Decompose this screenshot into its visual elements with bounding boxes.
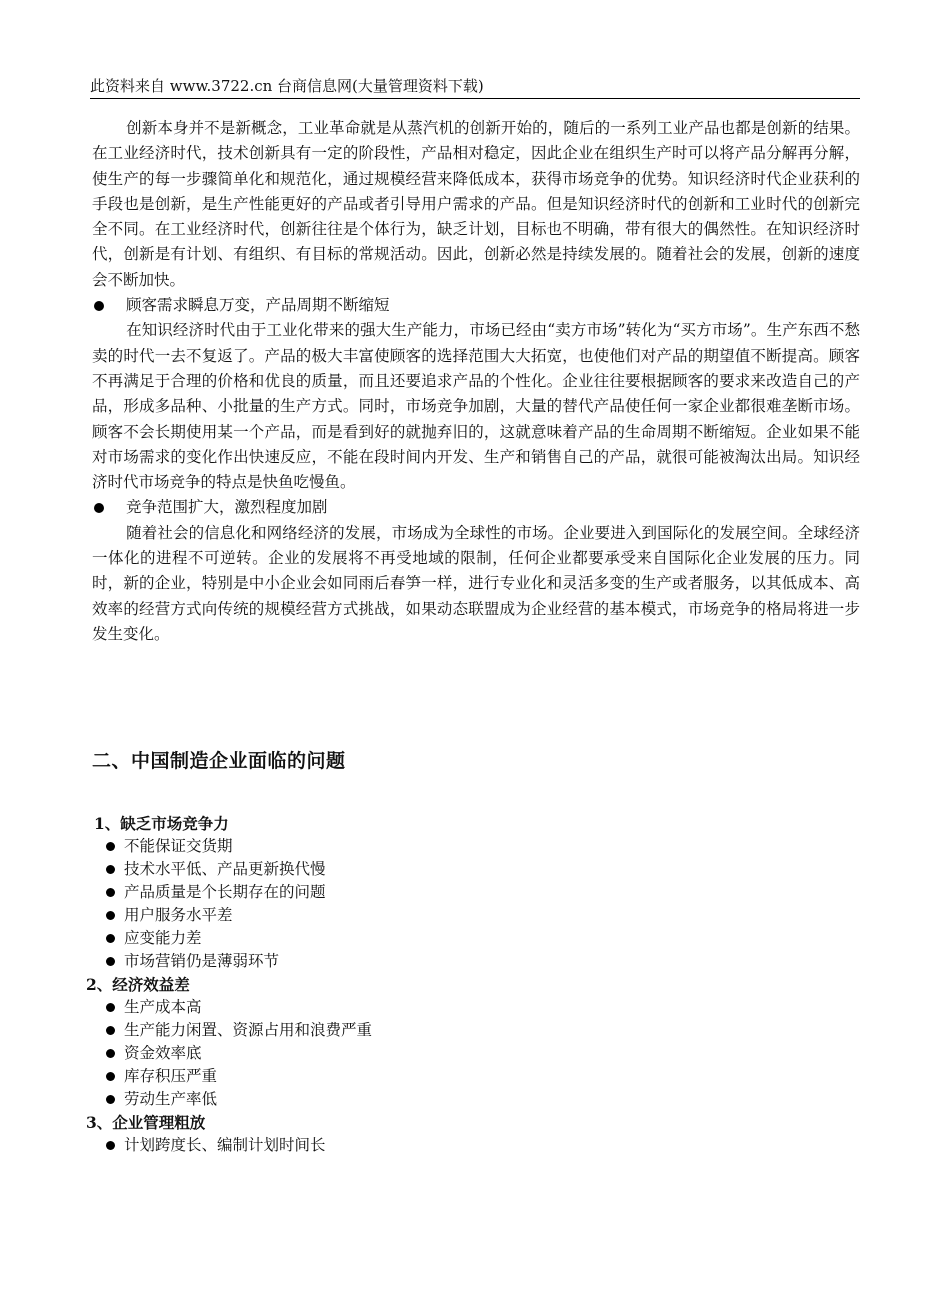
group-heading-competitiveness: 1、缺乏市场竞争力 [94,814,229,833]
list-item: 产品质量是个长期存在的问题 [86,881,786,904]
body-text [92,116,860,647]
bullet-heading-customer-demand: 顾客需求瞬息万变，产品周期不断缩短 [92,293,860,318]
list-item: 技术水平低、产品更新换代慢 [86,858,786,881]
list-item: 库存积压严重 [86,1065,786,1088]
list-item: 生产能力闲置、资源占用和浪费严重 [86,1019,786,1042]
paragraph-customer-demand: 在知识经济时代由于工业化带来的强大生产能力，市场已经由“卖方市场”转化为“买方市场”。生产东西不愁卖的时代一去不复返了。产品的极大丰富使顾客的选择范围大大拓宽，也使他们对产品的期望值不断提高。顾客不再满足于合理的价格和优良的质量，而且还要追求产品的个性化。企业往往要根据顾客的要求来改造自己的产品，形成多品种、小批量的生产方式。同时，市场竞争加剧，大量的替代产品使任何一家企业都很难垄断市场。顾客不会长期使用某一个产品，而是看到好的就抛弃旧的，这就意味着产品的生命周期不断缩短。企业如果不能对市场需求的变化作出快速反应，不能在段时间内开发、生产和销售自己的产品，就很可能被淘汰出局。知识经济时代市场竞争的特点是快鱼吃慢鱼。 [92,321,860,492]
paragraph-competition: 随着社会的信息化和网络经济的发展，市场成为全球性的市场。企业要进入到国际化的发展空间。全球经济一体化的进程不可逆转。企业的发展将不再受地域的限制，任何企业都要承受来自国际化企业发展的压力。同时，新的企业，特别是中小企业会如同雨后春笋一样，进行专业化和灵活多变的生产或者服务，以其低成本、高效率的经营方式向传统的规模经营方式挑战，如果动态联盟成为企业经营的基本模式，市场竞争的格局将进一步发生变化。 [92,523,860,643]
group-list-competitiveness [86,835,786,973]
section-title: 二、中国制造企业面临的问题 [92,750,346,772]
list-item: 计划跨度长、编制计划时间长 [86,1134,786,1157]
group-list-efficiency [86,996,786,1111]
problem-list [86,812,786,1157]
paragraph-innovation: 创新本身并不是新概念，工业革命就是从蒸汽机的创新开始的，随后的一系列工业产品也都是创新的结果。在工业经济时代，技术创新具有一定的阶段性，产品相对稳定，因此企业在组织生产时可以将产品分解再分解，使生产的每一步骤简单化和规范化，通过规模经营来降低成本，获得市场竞争的优势。知识经济时代企业获利的手段也是创新，是生产性能更好的产品或者引导用户需求的产品。但是知识经济时代的创新和工业时代的创新完全不同。在工业经济时代，创新往往是个体行为，缺乏计划，目标也不明确，带有很大的偶然性。在知识经济时代，创新是有计划、有组织、有目标的常规活动。因此，创新必然是持续发展的。随着社会的发展，创新的速度会不断加快。 [92,119,860,289]
list-item: 应变能力差 [86,927,786,950]
list-item: 资金效率底 [86,1042,786,1065]
list-item: 市场营销仍是薄弱环节 [86,950,786,973]
list-item: 用户服务水平差 [86,904,786,927]
page-header: 此资料来自 www.3722.cn 台商信息网(大量管理资料下载) [90,76,860,99]
group-heading-management: 3、企业管理粗放 [86,1113,206,1132]
list-item: 劳动生产率低 [86,1088,786,1111]
list-item: 生产成本高 [86,996,786,1019]
group-heading-efficiency: 2、经济效益差 [86,975,190,994]
bullet-heading-competition: 竞争范围扩大，激烈程度加剧 [92,495,860,520]
list-item: 不能保证交货期 [86,835,786,858]
group-list-management [86,1134,786,1157]
